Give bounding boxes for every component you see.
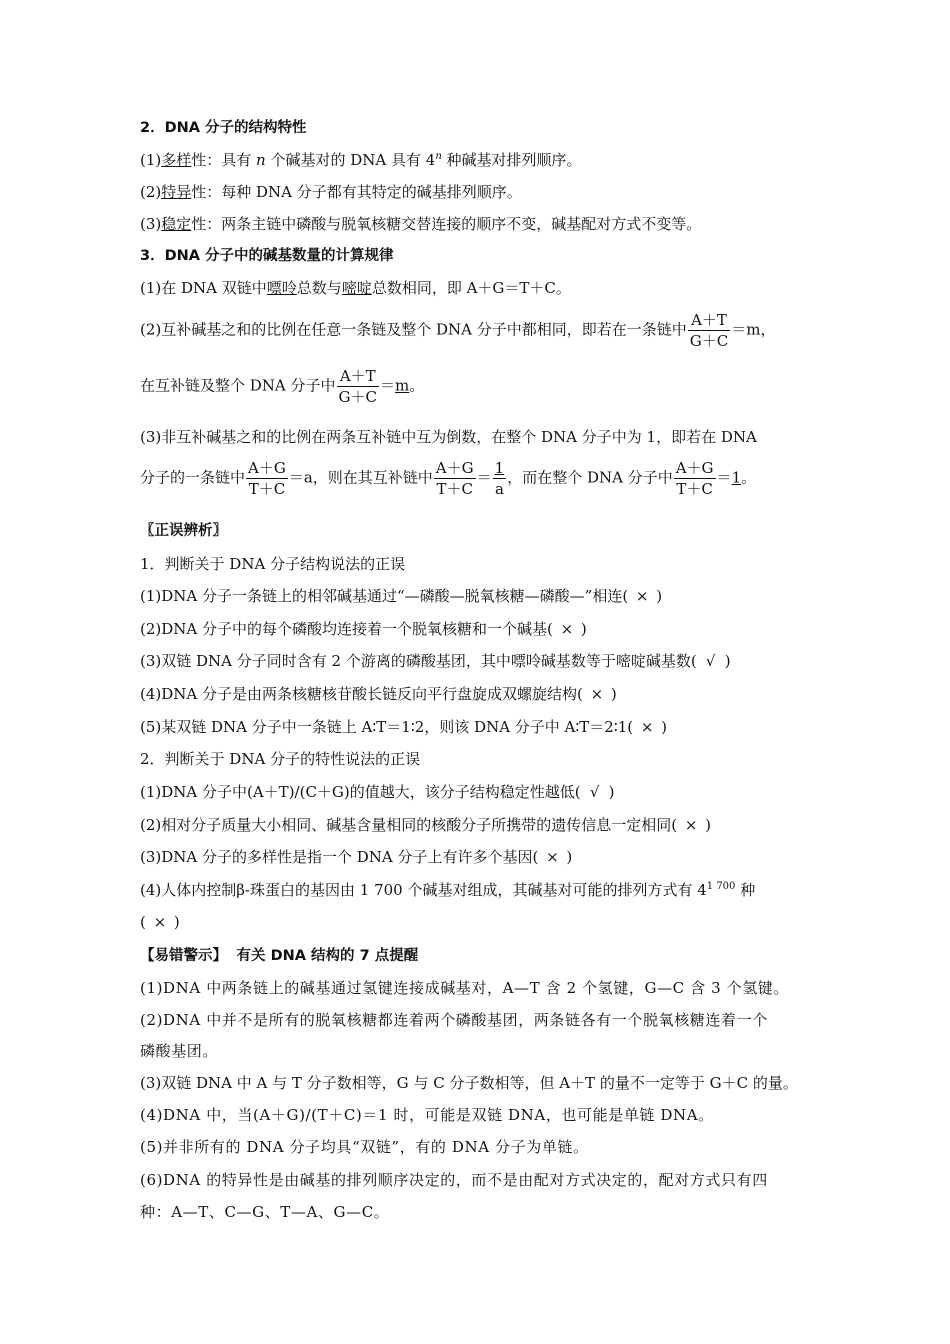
q1-item: (3)双链 DNA 分子同时含有 2 个游离的磷酸基团，其中嘌呤碱基数等于嘧啶碱基数( √ ): [140, 652, 731, 670]
answer-mark: ×: [153, 913, 167, 931]
answer-mark: ×: [640, 718, 654, 736]
warning-item: 磷酸基团。: [140, 1042, 219, 1060]
section-3-title: 3．DNA 分子中的碱基数量的计算规律: [140, 248, 394, 264]
fraction: $\frac{A+G}{T+C}$: [675, 459, 714, 498]
q2-item-4-answer: ( × ): [140, 913, 180, 931]
fraction: $\frac{A+T}{G+C}$: [338, 367, 377, 406]
warning-title: 有关 DNA 结构的 7 点提醒: [236, 948, 419, 964]
property-stability: (3)稳定性：两条主链中磷酸与脱氧核糖交替连接的顺序不变，碱基配对方式不变等。: [140, 215, 702, 233]
answer-mark: √: [589, 783, 600, 801]
warning-item: (2)DNA 中并不是所有的脱氧核糖都连着两个磷酸基团，两条链各有一个脱氧核糖连着一个: [140, 1011, 768, 1029]
warning-heading: [140, 944, 820, 967]
answer-mark: ×: [590, 685, 604, 703]
rule-1: (1)在 DNA 双链中嘌呤总数与嘧啶总数相同，即 A＋G＝T＋C。: [140, 279, 571, 297]
q1-item: (4)DNA 分子是由两条核糖核苷酸长链反向平行盘旋成双螺旋结构( × ): [140, 685, 617, 703]
fraction: $\frac{A+G}{T+C}$: [435, 459, 474, 498]
answer-mark: ×: [560, 620, 574, 638]
warning-item: (6)DNA 的特异性是由碱基的排列顺序决定的，而不是由配对方式决定的，配对方式只有四: [140, 1171, 768, 1189]
warning-item: (5)并非所有的 DNA 分子均具“双链”，有的 DNA 分子为单链。: [140, 1138, 589, 1156]
rule-3-cont: 分子的一条链中 $\frac{A+G}{T+C}$ ＝a，则在其互补链中 $\frac{A+G}{T+C}$ ＝ $\frac{1}{a}$ ，而在整个 DNA 分子中 $\frac{A+G}{T+C}$ ＝1。: [140, 459, 757, 498]
true-false-heading: 〖正误辨析〗: [140, 523, 227, 539]
answer-mark: ×: [635, 587, 649, 605]
q2-item: (2)相对分子质量大小相同、碱基含量相同的核酸分子所携带的遗传信息一定相同( × ): [140, 816, 711, 834]
q2-item-4: (4)人体内控制β-珠蛋白的基因由 1 700 个碱基对组成，其碱基对可能的排列方式有 $4^{1 700}$ 种: [140, 881, 756, 899]
section-2-title: 2．DNA 分子的结构特性: [140, 120, 307, 136]
warning-label: 【易错警示】: [140, 948, 227, 964]
q1-item: (2)DNA 分子中的每个磷酸均连接着一个脱氧核糖和一个碱基( × ): [140, 620, 587, 638]
warning-item: (1)DNA 中两条链上的碱基通过氢键连接成碱基对，A—T 含 2 个氢键，G—C 含 3 个氢键。: [140, 979, 789, 997]
answer-mark: ×: [684, 816, 698, 834]
fraction: $\frac{1}{a}$: [494, 459, 505, 498]
keyword-stability: 稳定: [161, 215, 192, 233]
warning-item: 种：A—T、C—G、T—A、G—C。: [140, 1203, 390, 1221]
property-diversity: (1)多样性：具有 n 个碱基对的 DNA 具有 4$^n$ 种碱基对排列顺序。: [140, 151, 582, 169]
q1-title: 1．判断关于 DNA 分子结构说法的正误: [140, 555, 406, 573]
fraction: $\frac{A+T}{G+C}$: [689, 311, 729, 350]
answer-mark: √: [705, 652, 716, 670]
rule-2-cont: 在互补链及整个 DNA 分子中 $\frac{A+T}{G+C}$ ＝m。: [140, 367, 425, 406]
property-specificity: (2)特异性：每种 DNA 分子都有其特定的碱基排列顺序。: [140, 183, 522, 201]
q1-item: (1)DNA 分子一条链上的相邻碱基通过“—磷酸—脱氧核糖—磷酸—”相连( × ): [140, 587, 663, 605]
warning-item: (3)双链 DNA 中 A 与 T 分子数相等，G 与 C 分子数相等，但 A＋T 的量不一定等于 G＋C 的量。: [140, 1074, 798, 1092]
warning-item: (4)DNA 中，当(A＋G)/(T＋C)＝1 时，可能是双链 DNA，也可能是单链 DNA。: [140, 1106, 714, 1124]
answer-mark: ×: [546, 848, 559, 866]
q1-item: (5)某双链 DNA 分子中一条链上 A∶T＝1∶2，则该 DNA 分子中 A∶T＝2∶1( × ): [140, 718, 668, 736]
keyword-specificity: 特异: [161, 183, 192, 201]
rule-2: (2)互补碱基之和的比例在任意一条链及整个 DNA 分子中都相同，即若在一条链中 $\frac{A+T}{G+C}$ ＝m，: [140, 311, 776, 350]
rule-3: (3)非互补碱基之和的比例在两条互补链中互为倒数，在整个 DNA 分子中为 1，即若在 DNA: [140, 428, 757, 446]
q2-item: (1)DNA 分子中(A＋T)/(C＋G)的值越大，该分子结构稳定性越低( √ ): [140, 783, 615, 801]
keyword-diversity: 多样: [161, 151, 192, 169]
q2-title: 2．判断关于 DNA 分子的特性说法的正误: [140, 750, 421, 768]
fraction: $\frac{A+G}{T+C}$: [248, 459, 286, 498]
q2-item: (3)DNA 分子的多样性是指一个 DNA 分子上有许多个基因( × ): [140, 848, 573, 866]
